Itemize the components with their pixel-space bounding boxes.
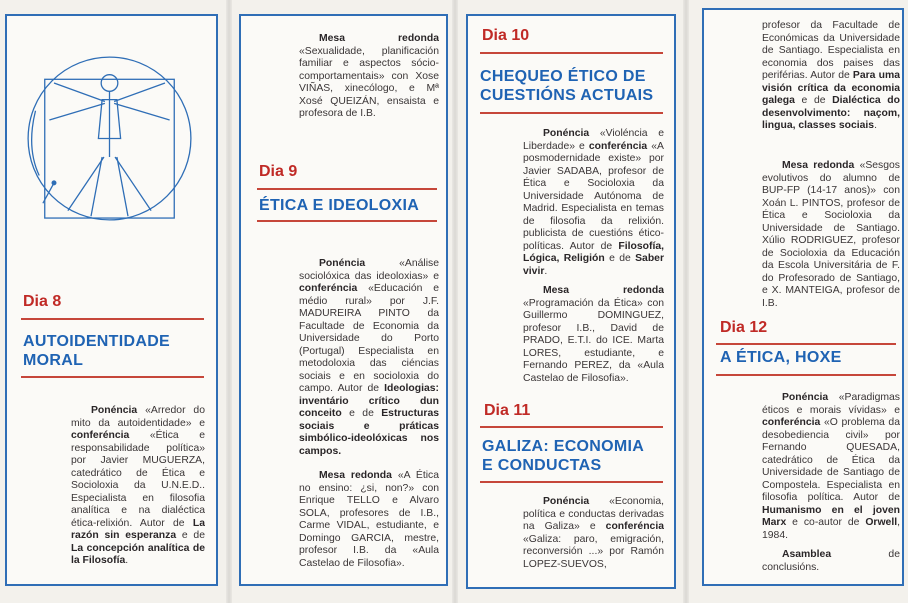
divider (480, 52, 663, 54)
divider (716, 374, 896, 376)
day-label: Dia 10 (482, 27, 530, 44)
session-text: Ponéncia «Análise sociolóxica das ideoloxias» e conferéncia «Educación e médio rural» por J.F. MADUREIRA PINTO da Facultade de Economia da Universidade do Porto (Portugal) Especialista en metodoloxia das ciéncias sociais e en socioloxia do campo. Autor de Ideologias: inventário crítico dun conceito e de Estructuras sociais e práticas simbólico-ideolóxicas nos campos. Mesa redonda «A Ética no ensino: ¿si, non?» con Enrique TELLO e Alvaro SOLA, profesores de I.B., Carme VIDAL, estudiante, e Domingo GARCIA, mestre, profesor I.B. da «Aula Castelao de Filosofia». (299, 258, 439, 569)
session-text: Ponéncia «Economia, política e conductas derivadas na Galiza» e conferéncia «Galiza: paro, emigración, reconversión ...» por Ramón LOPEZ-SUEVOS, (523, 496, 664, 570)
panel-day-9 (239, 14, 448, 586)
session-text: profesor da Facultade de Económicas da Universidade de Santiago. Especialista en economia dos paises das periférias. Autor de Para uma visión crítica da economia galega e de Dialéctica do desenvolvimento: naçom, lingua, classes sociais. (762, 20, 900, 131)
day-label: Dia 12 (720, 319, 768, 336)
divider (257, 220, 437, 222)
panel-day-10-11 (466, 14, 676, 589)
fold-line (226, 0, 232, 603)
day-label: Dia 8 (23, 293, 62, 310)
divider (716, 343, 896, 345)
session-text: Mesa redonda «Sesgos evolutivos do alumno de BUP-FP (14-17 anos)» con Xoán L. PINTOS, profesor de Ética e Socioloxia da Universidade de Santiago. Xúlio RODRIGUEZ, profesor de Socioloxia da Educación da Escola Universitária de F. do Profesorado de Santiago, e X. MANTEIGA, profesor de I.B. (762, 160, 900, 308)
day-label: Dia 11 (484, 402, 531, 419)
section-title: AUTOIDENTIDADE MORAL (23, 333, 171, 369)
panel-day-12 (702, 8, 904, 586)
section-title: A ÉTICA, HOXE (720, 349, 842, 366)
session-text: Ponéncia «Arredor do mito da autoidentidade» e conferéncia «Ética e responsabilidade política» por Javier MUGUERZA, catedrático de Ética e Socioloxia da U.N.E.D.. Especialista en filosofia analítica e na dialéctica ética-relixión. Autor de La razón sin esperanza e de La concepción analítica de la Filosofía. (71, 405, 205, 566)
divider (21, 376, 204, 378)
section-title: CHEQUEO ÉTICO DE CUESTIÓNS ACTUAIS (480, 68, 654, 104)
panel-day-8 (5, 14, 218, 586)
fold-line (683, 0, 689, 603)
session-text: Mesa redonda «Sexualidade, planificación familiar e aspectos sócio-comportamentais» con Xose VIÑAS, xinecólogo, e Mª Xosé QUEIZÁN, ensaista e profesora de I.B. (299, 33, 439, 119)
session-text: Ponéncia «Paradigmas éticos e morais vívidas» e conferéncia «O problema da desobediencia civil» por Fernando QUESADA, catedrático de Ética da Universidade de Santiago de Compostela. Especialista en filosofia política. Autor de Humanismo en el joven Marx e co-autor de Orwell, 1984. Asamblea de conclusións. (762, 392, 900, 573)
section-title: GALIZA: ECONOMIA E CONDUCTAS (482, 438, 644, 474)
divider (480, 112, 663, 114)
divider (480, 426, 663, 428)
session-text: Ponéncia «Violéncia e Liberdade» e conferéncia «A posmodernidade existe» por Javier SADABA, profesor de Ética e Socioloxia da Universidade Autónoma de Madrid. Especialista en temas de filosofia da relixión. publicista de cuestións ético-políticas. Autor de Filosofía, Lógica, Religión e de Saber vivir. Mesa redonda «Programación da Ética» con Guillermo DOMINGUEZ, profesor I.B., David de PRADO, E.T.I. do ICE. Marta LORES, estudiante, e Fernando PEREZ, da «Aula Castelao de Filosofia». (523, 128, 664, 384)
day-label: Dia 9 (259, 163, 298, 180)
fold-line (452, 0, 458, 603)
divider (257, 188, 437, 190)
section-title: ÉTICA E IDEOLOXIA (259, 197, 420, 214)
divider (480, 481, 663, 483)
divider (21, 318, 204, 320)
vitruvian-man-illustration (17, 46, 202, 231)
